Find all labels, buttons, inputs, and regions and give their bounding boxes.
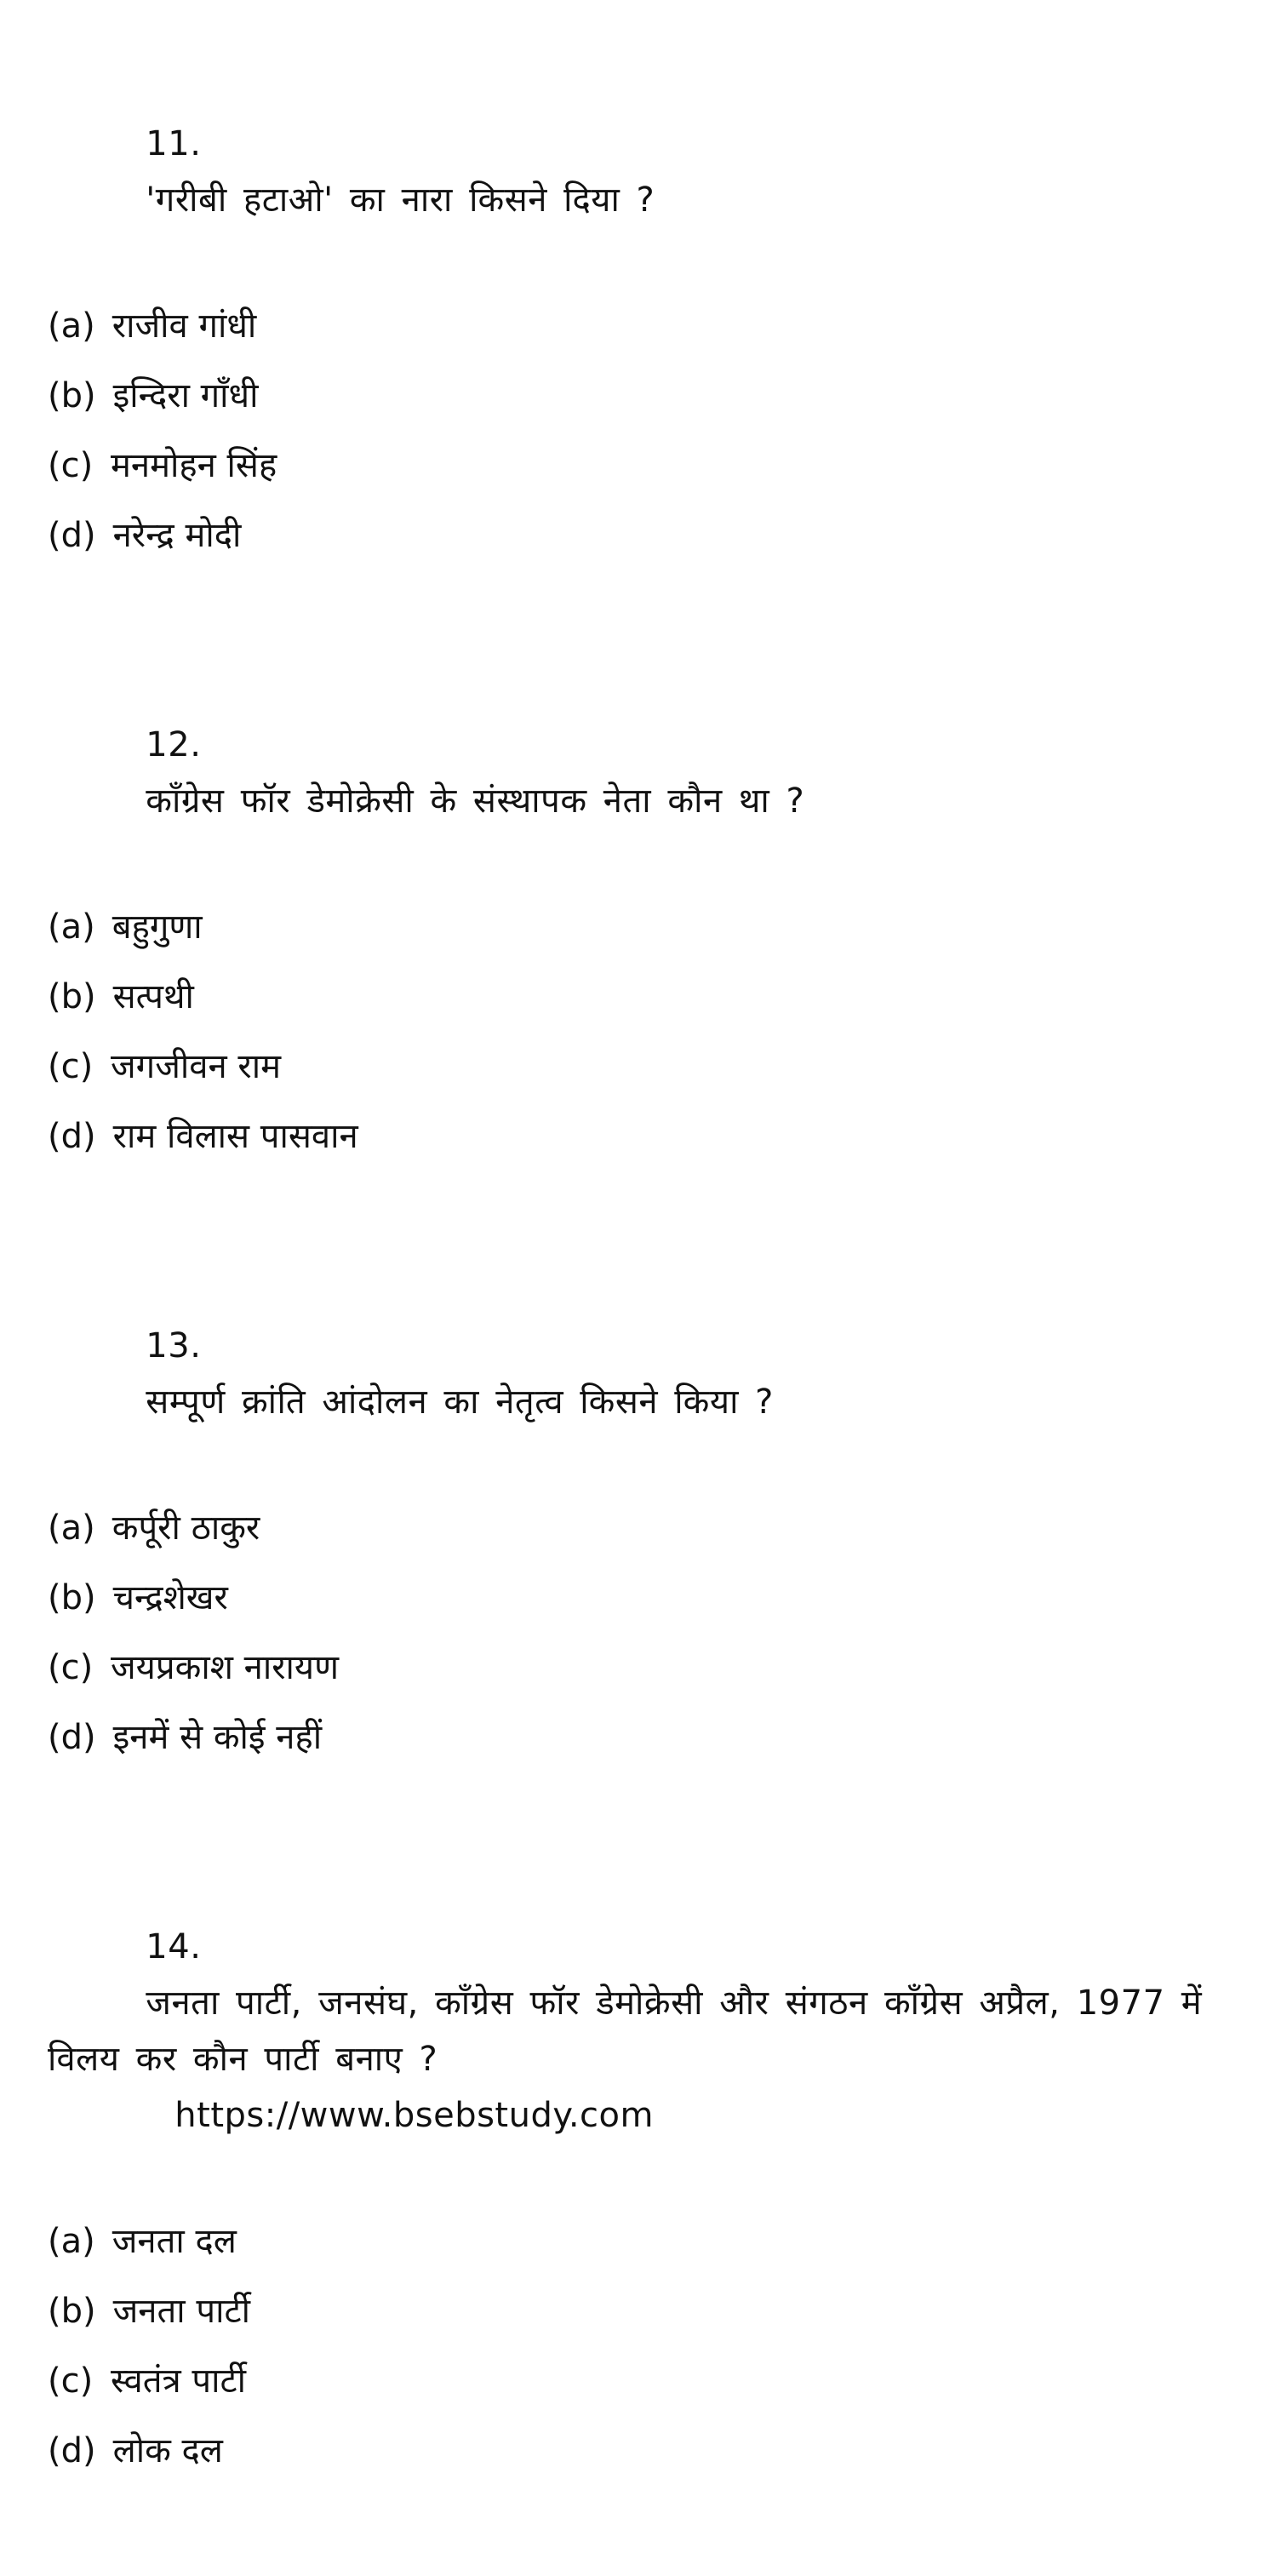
option-c — [48, 2353, 1239, 2423]
option-text: कर्पूरी ठाकुर — [112, 1508, 260, 1548]
option-d — [48, 1709, 1239, 1779]
option-text: इन्दिरा गाँधी — [112, 376, 259, 415]
option-text: सत्पथी — [112, 977, 194, 1016]
question-text — [48, 661, 1239, 885]
question-text — [48, 1262, 1239, 1486]
option-list — [48, 2213, 1239, 2493]
option-c — [48, 438, 1239, 507]
question-11 — [48, 60, 1239, 577]
option-label: (c) — [48, 446, 94, 485]
option-text: राम विलास पासवान — [112, 1117, 358, 1156]
option-label: (d) — [48, 2431, 96, 2470]
option-label: (d) — [48, 1718, 96, 1757]
option-label: (c) — [48, 1648, 94, 1687]
option-label: (c) — [48, 2361, 94, 2401]
question-12 — [48, 661, 1239, 1178]
option-label: (b) — [48, 2292, 96, 2331]
option-b — [48, 1570, 1239, 1640]
option-list — [48, 1500, 1239, 1779]
option-label: (c) — [48, 1047, 94, 1086]
question-number: 14. — [146, 1927, 202, 1966]
question-text — [48, 60, 1239, 284]
option-label: (a) — [48, 306, 95, 346]
option-text: जनता दल — [112, 2222, 237, 2261]
option-b — [48, 2283, 1239, 2353]
question-13 — [48, 1262, 1239, 1779]
question-stem: जनता पार्टी, जनसंघ, काँग्रेस फॉर डेमोक्रेसी और संगठन काँग्रेस अप्रैल, 1977 में विलय कर कौन पार्टी बनाए ? — [48, 1984, 1219, 2079]
option-text: लोक दल — [112, 2431, 223, 2470]
option-label: (b) — [48, 1578, 96, 1617]
question-stem: सम्पूर्ण क्रांति आंदोलन का नेतृत्व किसने किया ? — [146, 1382, 774, 1422]
option-a — [48, 1500, 1239, 1570]
question-14 — [48, 1863, 1239, 2493]
question-number: 13. — [146, 1326, 202, 1365]
question-stem: काँग्रेस फॉर डेमोक्रेसी के संस्थापक नेता कौन था ? — [146, 781, 805, 821]
option-c — [48, 1640, 1239, 1709]
option-b — [48, 969, 1239, 1039]
option-c — [48, 1039, 1239, 1108]
option-label: (d) — [48, 516, 96, 555]
question-number: 12. — [146, 725, 202, 764]
option-text: जगजीवन राम — [111, 1047, 282, 1086]
option-label: (a) — [48, 2222, 95, 2261]
option-d — [48, 507, 1239, 577]
option-list — [48, 899, 1239, 1178]
option-list — [48, 298, 1239, 577]
question-text — [48, 1863, 1239, 2200]
question-number: 11. — [146, 124, 202, 163]
option-b — [48, 368, 1239, 438]
option-d — [48, 2423, 1239, 2493]
option-a — [48, 2213, 1239, 2283]
option-text: मनमोहन सिंह — [111, 446, 277, 485]
option-label: (a) — [48, 907, 95, 947]
option-text: नरेन्द्र मोदी — [112, 516, 242, 555]
option-label: (b) — [48, 376, 96, 415]
option-d — [48, 1108, 1239, 1178]
option-text: राजीव गांधी — [112, 306, 257, 346]
source-url[interactable]: https://www.bsebstudy.com — [174, 2096, 654, 2135]
option-a — [48, 298, 1239, 368]
option-text: बहुगुणा — [112, 907, 203, 947]
option-a — [48, 899, 1239, 969]
question-sheet — [48, 60, 1239, 2576]
question-stem: 'गरीबी हटाओ' का नारा किसने दिया ? — [146, 180, 655, 220]
option-text: चन्द्रशेखर — [112, 1578, 228, 1617]
option-text: इनमें से कोई नहीं — [112, 1718, 323, 1757]
option-text: स्वतंत्र पार्टी — [111, 2361, 246, 2401]
option-text: जनता पार्टी — [112, 2292, 250, 2331]
option-text: जयप्रकाश नारायण — [111, 1648, 340, 1687]
option-label: (b) — [48, 977, 96, 1016]
option-label: (a) — [48, 1508, 95, 1548]
option-label: (d) — [48, 1117, 96, 1156]
